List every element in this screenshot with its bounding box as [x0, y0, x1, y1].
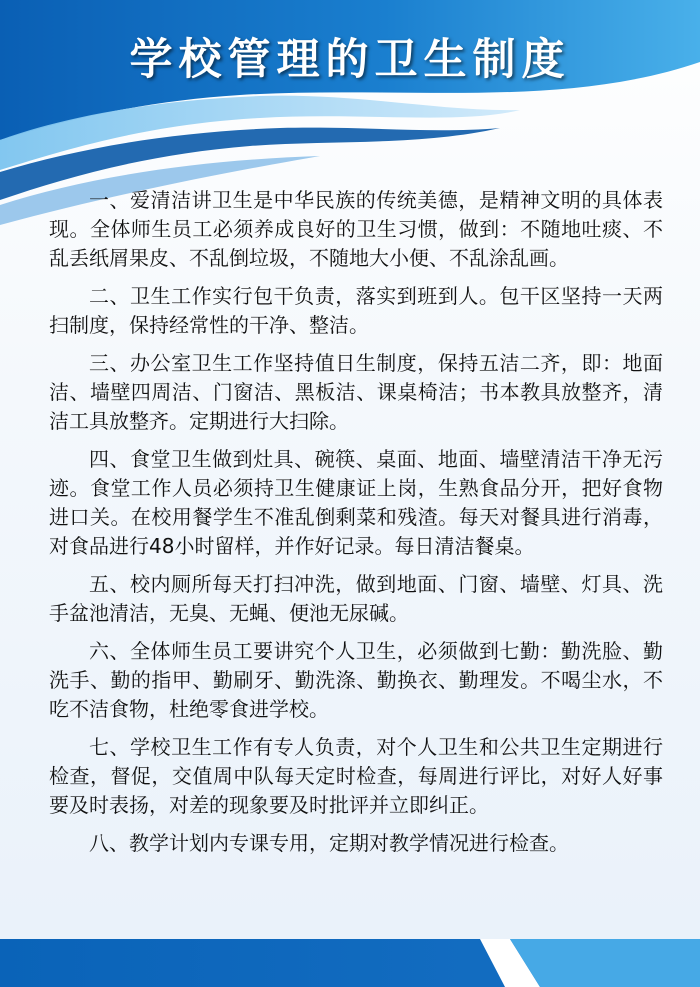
regulation-item-1: 一、爱清洁讲卫生是中华民族的传统美德，是精神文明的具体表现。全体师生员工必须养成良好的卫生习惯，做到：不随地吐痰、不乱丢纸屑果皮、不乱倒垃圾，不随地大小便、不乱涂乱画。 [49, 188, 663, 270]
regulation-item-6: 六、全体师生员工要讲究个人卫生，必须做到七勤：勤洗脸、勤洗手、勤的指甲、勤刷牙、勤洗涤、勤换衣、勤理发。不喝尘水，不吃不洁食物，杜绝零食进学校。 [49, 639, 663, 721]
regulation-item-5: 五、校内厕所每天打扫冲洗，做到地面、门窗、墙壁、灯具、洗手盆池清洁，无臭、无蝇、便池无尿碱。 [49, 572, 663, 625]
regulation-item-7: 七、学校卫生工作有专人负责，对个人卫生和公共卫生定期进行检查，督促，交值周中队每天定时检查，每周进行评比，对好人好事要及时表扬，对差的现象要及时批评并立即纠正。 [49, 735, 663, 817]
footer-band [0, 925, 700, 987]
regulation-item-8: 八、教学计划内专课专用，定期对教学情况进行检查。 [89, 831, 569, 855]
regulation-item-2: 二、卫生工作实行包干负责，落实到班到人。包干区坚持一天两扫制度，保持经常性的干净、整洁。 [49, 284, 663, 337]
page-title: 学校管理的卫生制度 [129, 35, 571, 85]
regulation-item-3: 三、办公室卫生工作坚持值日生制度，保持五洁二齐，即：地面洁、墙壁四周洁、门窗洁、黑板洁、课桌椅洁；书本教具放整齐，清洁工具放整齐。定期进行大扫除。 [49, 351, 663, 433]
regulation-body [49, 186, 663, 867]
regulation-item-4: 四、食堂卫生做到灶具、碗筷、桌面、地面、墙壁清洁干净无污迹。食堂工作人员必须持卫生健康证上岗，生熟食品分开，把好食物进口关。在校用餐学生不准乱倒剩菜和残渣。每天对餐具进行消毒，对食品进行48小时留样，并作好记录。每日清洁餐桌。 [49, 447, 663, 558]
